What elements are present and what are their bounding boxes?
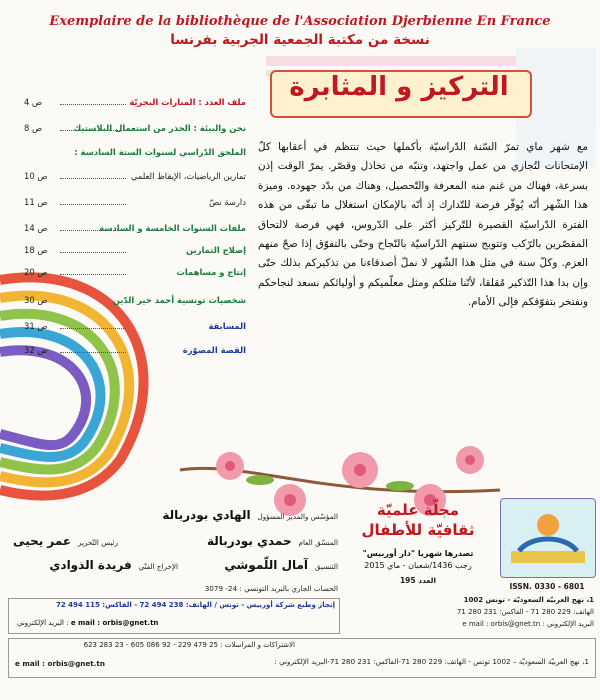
staff-list: المؤسّس والمدير المسؤول الهادي بودربالة المنسّق العام حمدي بودربالة رئيس التّحرير عمر يحيى التنسيق آمال اللّموشي الإخراج الفنّي فريدة الذوادي الحساب الجاري بالبريد التونسي : 24- 3079 (13, 508, 338, 593)
toc-page: ص 4 (24, 97, 43, 107)
toc-title: القصة المصوّرة (182, 345, 246, 355)
toc-title: إنتاج و مساهمات (176, 267, 246, 277)
page-title: التركيز و المثابرة (289, 72, 509, 102)
library-stamp-french: Exemplaire de la bibliothèque de l'Association Djerbienne En France (49, 14, 551, 29)
toc-title: ملف العدد : المنارات البحريّة (129, 97, 246, 107)
toc-title: تمارين الرياضيات، الإيقاظ العلمي (130, 171, 246, 181)
toc-row[interactable] (8, 118, 246, 138)
toc-page: ص 14 (24, 223, 48, 233)
toc-page: ص 8 (24, 123, 43, 133)
toc-row[interactable] (8, 340, 246, 360)
toc-row[interactable] (8, 316, 246, 336)
address-block: 1، نهج العربيّة السعوديّة - تونس 1002 الهاتف: 229 280 71 - الفاكس: 231 280 71 البريد الإلكتروني : e mail : orbis@gnet.tn (456, 596, 594, 628)
toc-title: نحن والبيئة : الحذر من استعمال البلاستيك (73, 123, 246, 133)
subscriptions-email[interactable]: e mail : orbis@gnet.tn (15, 659, 105, 668)
editorial-text: مع شهر ماي تمرّ السّنة الدّراسيّة بأكملها حيث تنتظم في أعقابها كلّ الإمتحانات لتُجازي من عمل واجتهد، وتنبّه من تخاذل وقصّر. يمرّ الوقت إذن بسرعة، فهناك من غنم منه المعرفة والتّحصيل، وهناك من بدّد جهوده. وميزة هذا الشّهر أنّه يُوفّر فرصة للتّدارك إذ أنّه بالإمكان استغلال ما تبقّى من هذه الفترة الدّراسيّة القصيرة للتّركيز أكثر على الدّروس، فهي فرصة لالتحاق المقصّرين بالرّكب وتتويج سنتهم الدّراسيّة بالنّجاح وحتّى بالتفوّق إذا صحّ منهم العزم. وكلّ سنة في مثل هذا الشّهر لا نملّ أصدقاءنا من تذكيركم بذلك حتّى وإن بدا هذا التّذكير مُقلقا، لأنّنا مثلكم ومثل معلّميكم و أوليائكم نسعد لنجاحكم ونفتخر بتفوّقكم فإلى الأمام. (258, 141, 588, 309)
toc-row[interactable] (8, 240, 246, 260)
toc-title: إصلاح التمارين (186, 245, 246, 255)
toc-page: ص 30 (24, 295, 48, 305)
toc-row[interactable] (8, 166, 246, 186)
toc-page: ص 10 (24, 171, 48, 181)
table-of-contents (8, 90, 246, 390)
toc-title: المسابقة (208, 321, 246, 331)
issn: ISSN. 0330 - 6801 (509, 582, 585, 591)
toc-page: ص 18 (24, 245, 48, 255)
toc-row[interactable] (8, 142, 246, 162)
toc-title: شخصيات تونسية أحمد خير الدّين (112, 295, 246, 305)
toc-page: ص 20 (24, 267, 48, 277)
toc-row[interactable] (8, 218, 246, 238)
toc-title: الملحق الدّراسي لسنوات الستة السادسة : (74, 147, 246, 157)
toc-row[interactable] (8, 262, 246, 282)
toc-page: ص 32 (24, 345, 48, 355)
toc-page: ص 31 (24, 321, 48, 331)
publisher-info: تصدرها شهريا "دار أوربيس" رجب 1436/شعبان - ماي 2015 (362, 549, 474, 570)
toc-title: ملفات السنوات الخامسة و السادسة (99, 223, 246, 233)
subscriptions-box: الاشتراكات و المراسلات : 25 479 229 - 92 086 605 - 23 283 623 1، نهج العربيّة السعوديّة – 1002 تونس - الهاتف: 229 280 71-الفاكس: 231 280 71-البريد الإلكتروني : e mail : orbis@gnet.tn (8, 638, 596, 678)
toc-page: ص 11 (24, 197, 48, 207)
magazine-tagline: مجلّة علميّة ثقافيّة للأطفال (361, 501, 475, 539)
magazine-logo (500, 498, 596, 578)
toc-row[interactable] (8, 290, 246, 310)
library-stamp-arabic: نسخة من مكتبة الجمعية الجربية بفرنسا (170, 32, 430, 48)
toc-row[interactable] (8, 92, 246, 112)
print-info-box: إنجاز وطبع شركة أوربيس - تونس / الهاتف: 238 494 72 - الفاكس: 115 494 72 البريد الإلكتروني : e mail : orbis@gnet.tn (8, 598, 340, 634)
toc-title: دارسة نصّ (209, 197, 246, 207)
toc-row[interactable] (8, 192, 246, 212)
issue-number: العدد 195 (399, 576, 437, 585)
